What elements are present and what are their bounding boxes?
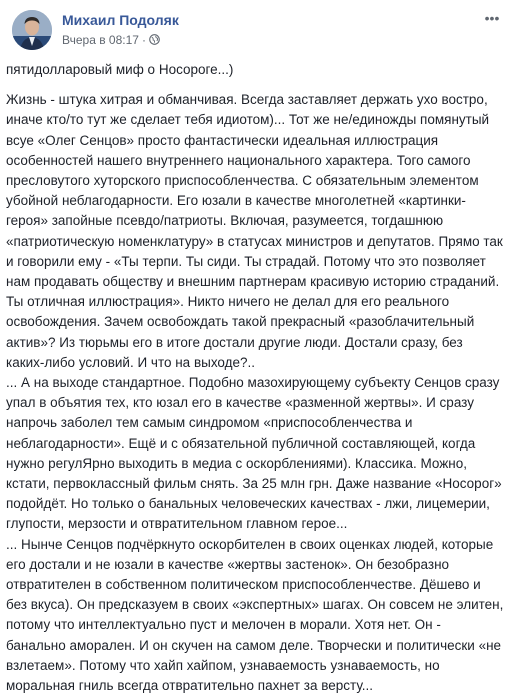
- post-paragraph-3: ... А на выходе стандартное. Подобно мазохирующему субъекту Сенцов сразу упал в объятия тех, кто юзал его в качестве «разменной жертвы». И сразу напрочь заболел тем самым синдромом «приспособленчества и неблагодарности». Ещё и с обязательной публичной составляющей, когда нужно регулЯрно выходить в медиа с оскорблениями). Классика. Можно, кстати, первоклассный фильм снять. За 25 млн грн. Даже название «Носорог» подойдёт. Но только о банальных человеческих качествах - лжи, лицемерии, глупости, мерзости и отвратительном главном герое...: [6, 375, 502, 532]
- post-meta: [62, 33, 160, 47]
- post-header: [12, 10, 502, 54]
- post-timestamp[interactable]: Вчера в 08:17: [62, 33, 139, 47]
- avatar[interactable]: [12, 10, 52, 50]
- author-name[interactable]: Михаил Подоляк: [62, 12, 179, 28]
- post-text: [6, 60, 504, 696]
- post-paragraph-1: пятидолларовый миф о Носороге...): [6, 62, 234, 77]
- post-paragraph-4: ... Нынче Сенцов подчёркнуто оскорбителен в своих оценках людей, которые его достали и не юзали в качестве «жертвы застенок». Он безобразно отвратителен в собственном политическом приспособленчестве. Дёшево и без вкуса). Он предсказуем в своих «экспертных» шагах. Он совсем не элитен, потому что интеллектуально пуст и мелочен в морали. Хотя нет. Он - банально аморален. И он скучен на самом деле. Творчески и политически «не взлетаем». Потому что хайп хайпом, узнаваемость узнаваемость, но моральная гниль всегда отвратительно пахнет за версту...: [6, 536, 504, 694]
- globe-icon[interactable]: [149, 34, 160, 45]
- more-horizontal-icon[interactable]: •••: [484, 10, 500, 26]
- avatar-photo: [12, 10, 52, 50]
- post-paragraph-2: Жизнь - штука хитрая и обманчивая. Всегда заставляет держать ухо востро, иначе кто/то тут же сделает тебя идиотом)... Тот же не/единожды помянутый всуе «Олег Сенцов» просто фантастически идеальная иллюстрация особенностей нашего внутреннего национального характера. Того самого пресловутого хуторского приспособленчества. С обязательным элементом убойной неблагодарности. Его юзали в качестве многолетней «картинки-героя» запойные псевдо/патриоты. Включая, разумеется, тогдашнюю «патриотическую номенклатуру» в статусах министров и депутатов. Прямо так и говорили ему - «Ты терпи. Ты сиди. Ты страдай. Потому что это позволяет нам продавать обществу и внешним партнерам красивую историю страданий. Ты отличная иллюстрация». Никто ничего не делал для его реального освобождения. Зачем освобождать такой прекрасный «разоблачительный актив»? Из тюрьмы его в итоге достали другие люди. Достали сразу, без каких-либо условий. И что на выходе?..: [6, 92, 503, 370]
- meta-separator: ·: [141, 33, 146, 47]
